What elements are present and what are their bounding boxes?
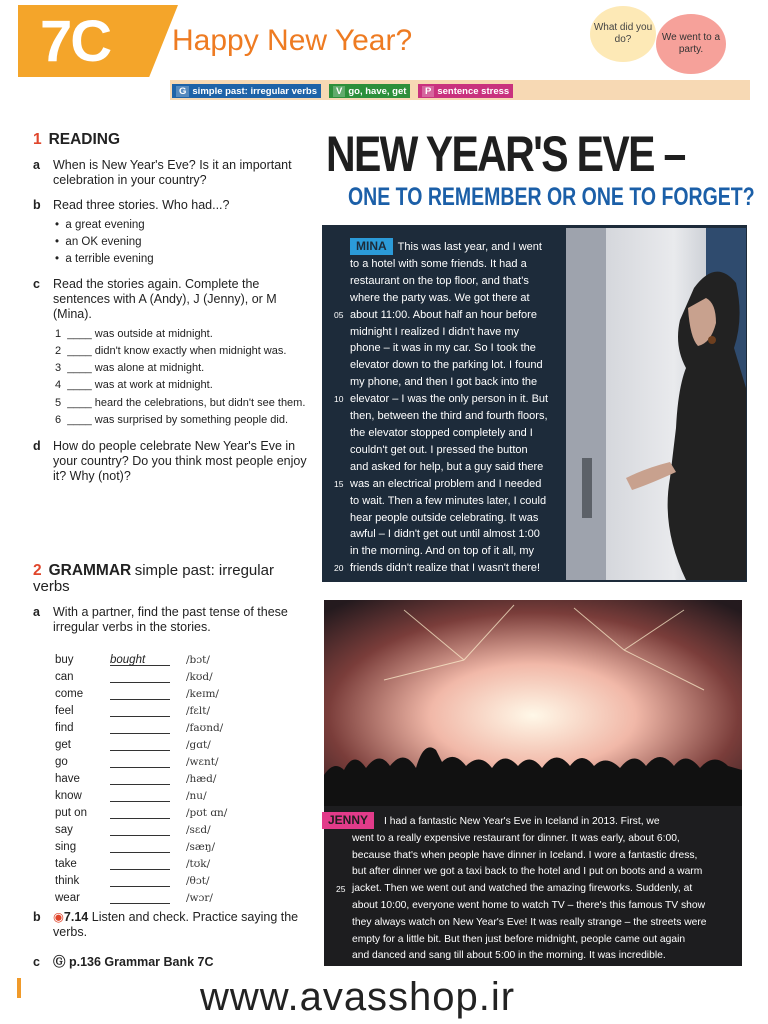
mina-name-label: MINA	[350, 238, 393, 255]
table-row	[55, 855, 295, 872]
past-tense-blank[interactable]	[110, 671, 170, 683]
line-number: 20	[334, 563, 344, 574]
table-row	[55, 872, 295, 889]
verb: say	[55, 823, 73, 836]
audio-icon[interactable]: ◉	[53, 910, 64, 924]
past-tense-blank[interactable]	[110, 875, 170, 887]
list-item: • a terrible evening	[55, 253, 154, 265]
exercise-b: b Read three stories. Who had...?	[33, 198, 230, 212]
phonetic: /tʊk/	[186, 857, 211, 870]
verb: go	[55, 755, 68, 768]
verb: have	[55, 772, 80, 785]
table-row	[55, 787, 295, 804]
table-row	[55, 753, 295, 770]
table-row	[55, 668, 295, 685]
past-tense-blank[interactable]	[110, 722, 170, 734]
tag-grammar: G simple past: irregular verbs	[172, 84, 321, 98]
tag-pronunciation: P sentence stress	[418, 84, 513, 98]
mina-story: MINA This was last year, and I went to a hotel with some friends. It had a restaurant on the top floor, and that's where the party was. We got there at 05 about 11:00. About half an hour before midnight I realized I didn't have my phone – it was in my car. So I took the elevator down to the parking lot. I found my phone, and then I got back into the 10 elevator – I was the only person in it. But then, between the third and fourth floors, the elevator stopped completely and I couldn't get out. I pressed the button and asked for help, but a guy said there 15 was an electrical problem and I needed to wait. Then a few minutes later, I could hear people outside celebrating. It was awful – I didn't get out until almost 1:00 in the morning. And on top of it all, my 20 friends didn't realize that I wasn't there!	[350, 238, 568, 577]
page-title: Happy New Year?	[172, 24, 413, 57]
exercise-c: c Read the stories again. Complete the sentences with A (Andy), J (Jenny), or M (Mina).	[33, 277, 277, 321]
verb: get	[55, 738, 71, 751]
section-topic: simple past: irregular verbs	[33, 562, 274, 595]
table-row	[55, 889, 295, 906]
table-row	[55, 804, 295, 821]
list-item: 2 ____ didn't know exactly when midnight was.	[55, 345, 287, 357]
speech-bubble-answer: We went to a party.	[656, 14, 726, 74]
phonetic: /faʊnd/	[186, 721, 224, 734]
table-row	[55, 702, 295, 719]
section-heading: READING	[48, 131, 121, 148]
past-tense-blank[interactable]	[110, 892, 170, 904]
jenny-story: JENNY I had a fantastic New Year's Eve in Iceland in 2013. First, we went to a really expensive restaurant for dinner. It was early, about 6:00, because that's when people have dinner in Iceland. I wore a fantastic dress, but after dinner we got a taxi back to the hotel and I put on boots and a warm 25 jacket. Then we went out and watched the amazing fireworks. Suddenly, at about 10:00, everyone went home to watch TV – there's this famous TV show they always watch on New Year's Eve! It was really strange – the streets were empty for a little bit. But then just before midnight, people came out again and danced and sang till about 5:00 in the morning. It was incredible.	[352, 812, 742, 965]
list-item: 1 ____ was outside at midnight.	[55, 328, 213, 340]
page-marker	[17, 978, 21, 998]
section-heading: GRAMMAR	[48, 562, 132, 579]
past-tense-blank[interactable]	[110, 824, 170, 836]
exercise-b-audio: b ◉7.14 Listen and check. Practice saying the verbs.	[33, 910, 299, 939]
table-row	[55, 719, 295, 736]
verb: can	[55, 670, 74, 683]
table-row	[55, 685, 295, 702]
phonetic: /sɛd/	[186, 823, 211, 836]
phonetic: /kʊd/	[186, 670, 213, 683]
article-title: NEW YEAR'S EVE –	[326, 126, 685, 182]
list-item: 4 ____ was at work at midnight.	[55, 379, 213, 391]
table-row	[55, 651, 295, 668]
fireworks-photo	[324, 600, 742, 810]
past-tense-blank[interactable]	[110, 705, 170, 717]
table-row	[55, 770, 295, 787]
exercise-a: a When is New Year's Eve? Is it an important celebration in your country?	[33, 158, 292, 187]
phonetic: /nu/	[186, 789, 207, 802]
table-row	[55, 736, 295, 753]
line-number: 25	[336, 884, 346, 895]
phonetic: /wɛnt/	[186, 755, 219, 768]
past-tense-blank[interactable]	[110, 688, 170, 700]
list-item: 5 ____ heard the celebrations, but didn't see them.	[55, 397, 306, 409]
list-item: 6 ____ was surprised by something people did.	[55, 414, 288, 426]
mina-photo	[566, 228, 746, 580]
table-row	[55, 838, 295, 855]
phonetic: /keɪm/	[186, 687, 219, 700]
verb-table	[55, 651, 295, 906]
list-item: • an OK evening	[55, 236, 142, 248]
section-number: 2	[33, 562, 42, 579]
unit-number: 7C	[40, 9, 111, 74]
phonetic: /bɔt/	[186, 653, 210, 666]
grammar-section	[33, 563, 311, 635]
phonetic: /hæd/	[186, 772, 217, 785]
jenny-name-label: JENNY	[322, 812, 374, 829]
verb: think	[55, 874, 80, 887]
verb: sing	[55, 840, 77, 853]
past-tense-blank[interactable]	[110, 739, 170, 751]
past-tense-blank[interactable]: bought	[110, 654, 170, 666]
phonetic: /θɔt/	[186, 874, 210, 887]
past-tense-blank[interactable]	[110, 790, 170, 802]
list-item: 3 ____ was alone at midnight.	[55, 362, 205, 374]
past-tense-blank[interactable]	[110, 773, 170, 785]
list-item: • a great evening	[55, 219, 145, 231]
exercise-c-grammar-bank: c Ⓖ p.136 Grammar Bank 7C	[33, 955, 214, 969]
watermark: www.avasshop.ir	[200, 975, 516, 1019]
phonetic: /sæŋ/	[186, 840, 216, 853]
past-tense-blank[interactable]	[110, 807, 170, 819]
verb: come	[55, 687, 84, 700]
phonetic: /pʊt ɑn/	[186, 806, 228, 819]
tag-vocabulary: V go, have, get	[329, 84, 410, 98]
past-tense-blank[interactable]	[110, 841, 170, 853]
verb: put on	[55, 806, 87, 819]
exercise-d: d How do people celebrate New Year's Eve in your country? Do you think most people enjoy it? Why (not)?	[33, 439, 307, 483]
exercise-a: a With a partner, find the past tense of these irregular verbs in the stories.	[33, 605, 288, 634]
audio-track: 7.14	[63, 910, 89, 924]
verb: wear	[55, 891, 80, 904]
past-tense-blank[interactable]	[110, 858, 170, 870]
phonetic: /gɑt/	[186, 738, 211, 751]
past-tense-blank[interactable]	[110, 756, 170, 768]
phonetic: /fɛlt/	[186, 704, 210, 717]
reading-section	[33, 132, 311, 484]
verb: find	[55, 721, 74, 734]
section-number: 1	[33, 131, 42, 148]
line-number: 05	[334, 309, 344, 320]
phonetic: /wɔr/	[186, 891, 213, 904]
verb: buy	[55, 653, 74, 666]
grammar-bank-icon: Ⓖ	[53, 955, 66, 969]
article-subtitle: ONE TO REMEMBER OR ONE TO FORGET?	[348, 183, 755, 211]
verb: take	[55, 857, 77, 870]
table-row	[55, 821, 295, 838]
line-number: 10	[334, 394, 344, 405]
speech-bubble-question: What did you do?	[590, 6, 656, 62]
line-number: 15	[334, 478, 344, 489]
verb: know	[55, 789, 82, 802]
verb: feel	[55, 704, 74, 717]
